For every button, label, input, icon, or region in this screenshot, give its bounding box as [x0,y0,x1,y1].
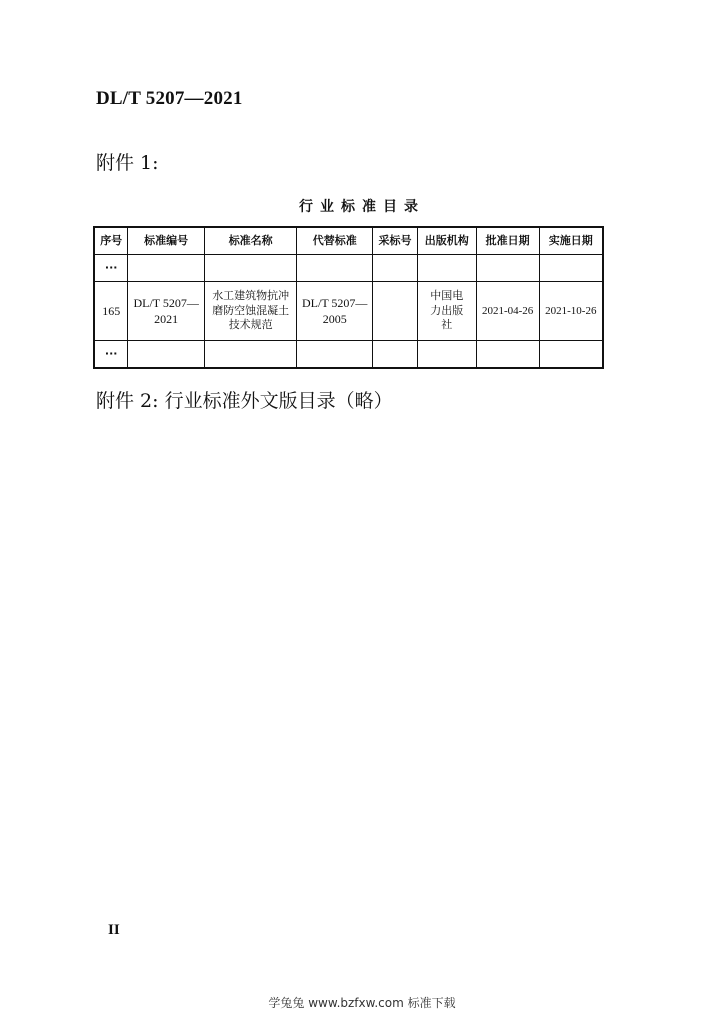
table-row-ellipsis-top [94,255,603,282]
empty-cell [476,255,539,282]
table-row-ellipsis-bottom [94,341,603,369]
empty-cell [417,255,476,282]
empty-cell [297,341,373,369]
header-replaces: 代替标准 [297,227,373,255]
table-title: 行业标准目录 [299,199,425,215]
header-approved: 批准日期 [476,227,539,255]
page-number: II [108,922,120,938]
cell-name: 水工建筑物抗冲磨防空蚀混凝土技术规范 [204,282,296,341]
header-name: 标准名称 [204,227,296,255]
empty-cell [417,341,476,369]
header-effective: 实施日期 [539,227,603,255]
appendix-1-label: 附件 1: [96,152,159,174]
standards-catalog-table [93,226,604,369]
appendix-2-label: 附件 2: 行业标准外文版目录（略） [96,390,393,412]
header-seq: 序号 [94,227,128,255]
empty-cell [539,255,603,282]
watermark: 学兔兔 www.bzfxw.com 标准下载 [268,996,456,1010]
cell-effective-date: 2021-10-26 [539,282,603,341]
empty-cell [476,341,539,369]
empty-cell [128,255,205,282]
header-publisher: 出版机构 [417,227,476,255]
header-adoption: 采标号 [373,227,418,255]
ellipsis-cell [94,255,128,282]
standard-code: DL/T 5207—2021 [96,88,243,109]
empty-cell [128,341,205,369]
cell-code: DL/T 5207—2021 [128,282,205,341]
cell-approved-date: 2021-04-26 [476,282,539,341]
empty-cell [373,255,418,282]
cell-publisher: 中国电力出版社 [417,282,476,341]
table-header-row [94,227,603,255]
empty-cell [204,341,296,369]
cell-seq: 165 [94,282,128,341]
cell-replaces: DL/T 5207—2005 [297,282,373,341]
empty-cell [539,341,603,369]
table-row [94,282,603,341]
header-code: 标准编号 [128,227,205,255]
empty-cell [297,255,373,282]
ellipsis-text: ··· [104,346,118,360]
ellipsis-cell [94,341,128,369]
empty-cell [204,255,296,282]
ellipsis-text: ··· [104,260,118,274]
cell-adoption [373,282,418,341]
empty-cell [373,341,418,369]
